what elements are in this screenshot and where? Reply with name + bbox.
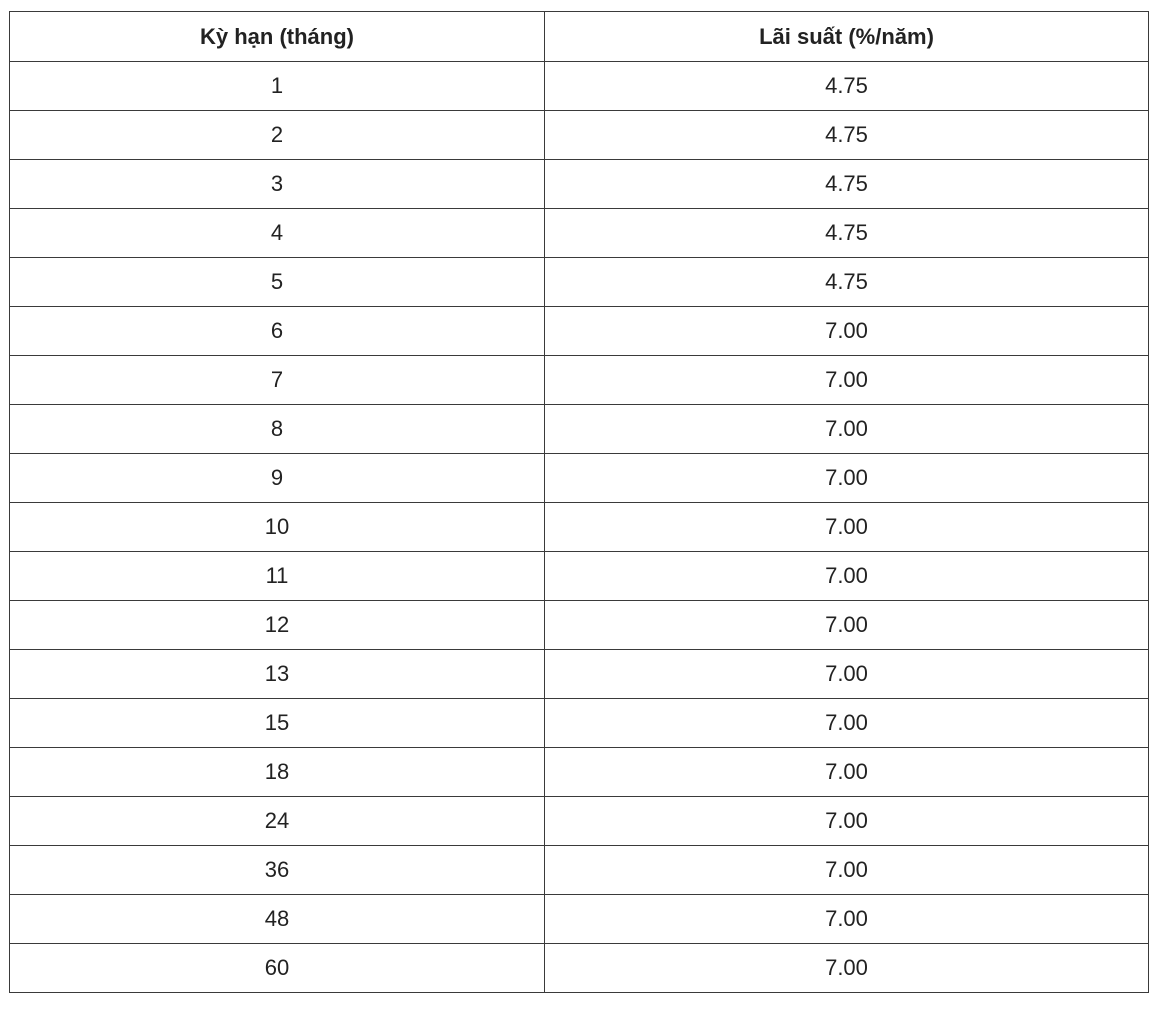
- cell-rate: 4.75: [545, 209, 1149, 258]
- cell-rate: 7.00: [545, 552, 1149, 601]
- table-row: [10, 111, 1149, 160]
- table-row: [10, 356, 1149, 405]
- cell-term: 24: [10, 797, 545, 846]
- table-header: [10, 12, 1149, 62]
- cell-term: 6: [10, 307, 545, 356]
- cell-rate: 7.00: [545, 405, 1149, 454]
- cell-rate: 4.75: [545, 62, 1149, 111]
- table-row: [10, 209, 1149, 258]
- header-term: Kỳ hạn (tháng): [10, 12, 545, 62]
- cell-rate: 7.00: [545, 797, 1149, 846]
- cell-term: 15: [10, 699, 545, 748]
- table-row: [10, 552, 1149, 601]
- table-row: [10, 895, 1149, 944]
- cell-rate: 7.00: [545, 699, 1149, 748]
- cell-term: 12: [10, 601, 545, 650]
- cell-rate: 7.00: [545, 307, 1149, 356]
- cell-rate: 7.00: [545, 356, 1149, 405]
- cell-term: 4: [10, 209, 545, 258]
- header-rate: Lãi suất (%/năm): [545, 12, 1149, 62]
- cell-term: 9: [10, 454, 545, 503]
- cell-term: 3: [10, 160, 545, 209]
- cell-term: 7: [10, 356, 545, 405]
- cell-rate: 7.00: [545, 895, 1149, 944]
- cell-term: 36: [10, 846, 545, 895]
- table-row: [10, 405, 1149, 454]
- cell-term: 13: [10, 650, 545, 699]
- table-row: [10, 160, 1149, 209]
- cell-rate: 7.00: [545, 601, 1149, 650]
- cell-term: 5: [10, 258, 545, 307]
- cell-term: 2: [10, 111, 545, 160]
- table-row: [10, 650, 1149, 699]
- table-row: [10, 846, 1149, 895]
- cell-rate: 4.75: [545, 111, 1149, 160]
- cell-rate: 4.75: [545, 160, 1149, 209]
- cell-rate: 7.00: [545, 650, 1149, 699]
- cell-term: 18: [10, 748, 545, 797]
- table-row: [10, 944, 1149, 993]
- table-row: [10, 748, 1149, 797]
- table-row: [10, 62, 1149, 111]
- cell-term: 10: [10, 503, 545, 552]
- table-row: [10, 307, 1149, 356]
- cell-rate: 7.00: [545, 454, 1149, 503]
- table-row: [10, 601, 1149, 650]
- table-body: [10, 62, 1149, 993]
- table-row: [10, 258, 1149, 307]
- cell-term: 1: [10, 62, 545, 111]
- table-row: [10, 797, 1149, 846]
- interest-rate-table: [9, 11, 1149, 993]
- cell-term: 8: [10, 405, 545, 454]
- cell-term: 48: [10, 895, 545, 944]
- cell-rate: 7.00: [545, 944, 1149, 993]
- cell-rate: 4.75: [545, 258, 1149, 307]
- header-row: [10, 12, 1149, 62]
- cell-rate: 7.00: [545, 846, 1149, 895]
- cell-term: 60: [10, 944, 545, 993]
- cell-term: 11: [10, 552, 545, 601]
- cell-rate: 7.00: [545, 748, 1149, 797]
- table-row: [10, 699, 1149, 748]
- cell-rate: 7.00: [545, 503, 1149, 552]
- table-row: [10, 454, 1149, 503]
- table-row: [10, 503, 1149, 552]
